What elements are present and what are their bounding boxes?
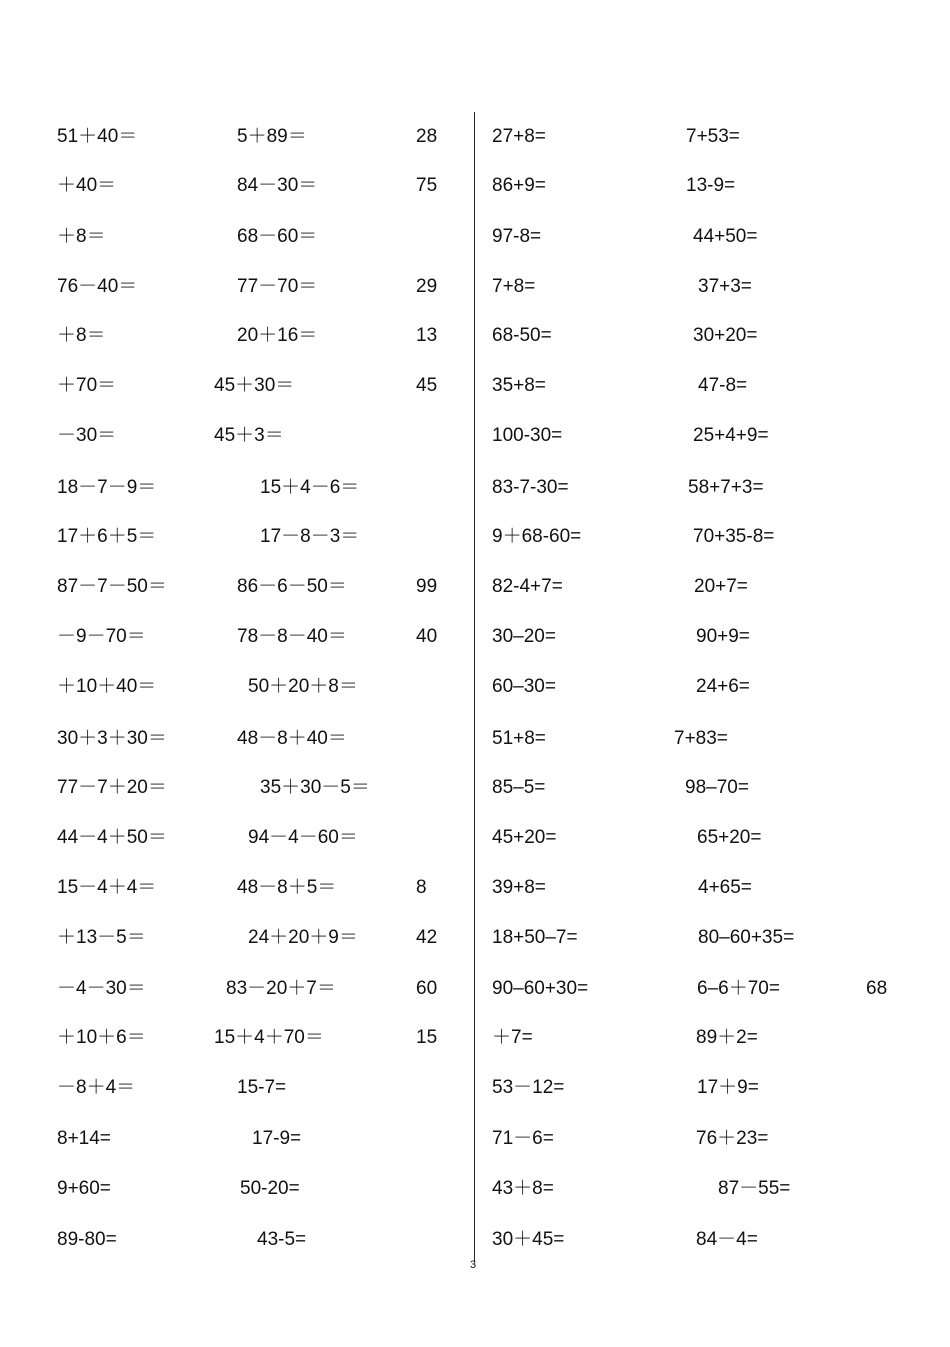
left-problem-1: 51＋40＝ — [57, 126, 138, 147]
problem-row — [0, 321, 950, 351]
problem-row — [0, 272, 950, 302]
left-problem-2: 84－30＝ — [237, 175, 318, 196]
left-problem-2: 48－8＋5＝ — [237, 877, 337, 898]
left-problem-1: －4－30＝ — [57, 978, 146, 999]
right-problem-2: 24+6= — [696, 676, 750, 697]
right-problem-1: 43＋8= — [492, 1178, 554, 1199]
left-problem-1: 8+14= — [57, 1128, 111, 1149]
problem-row — [0, 974, 950, 1004]
right-problem-2: 20+7= — [694, 576, 748, 597]
left-problem-2: 50＋20＋8＝ — [248, 676, 358, 697]
left-problem-2: 43-5= — [257, 1229, 307, 1250]
left-problem-2: 68－60＝ — [237, 226, 318, 247]
left-answer: 8 — [416, 877, 427, 898]
problem-row — [0, 572, 950, 602]
left-problem-1: 9+60= — [57, 1178, 111, 1199]
left-problem-2: 15＋4－6＝ — [260, 477, 360, 498]
left-answer: 29 — [416, 276, 438, 297]
right-problem-1: 7+8= — [492, 276, 536, 297]
problem-row — [0, 222, 950, 252]
left-problem-1: 18－7－9＝ — [57, 477, 157, 498]
left-problem-1: －8＋4＝ — [57, 1077, 136, 1098]
left-problem-1: ＋10＋6＝ — [57, 1027, 146, 1048]
right-problem-2: 7+53= — [686, 126, 740, 147]
left-problem-2: 86－6－50＝ — [237, 576, 347, 597]
left-answer: 45 — [416, 375, 438, 396]
left-problem-2: 20＋16＝ — [237, 325, 318, 346]
left-problem-2: 5＋89＝ — [237, 126, 307, 147]
right-problem-1: 51+8= — [492, 728, 546, 749]
left-problem-2: 45＋30＝ — [214, 375, 295, 396]
left-problem-1: －9－70＝ — [57, 626, 146, 647]
right-problem-2: 89＋2= — [696, 1027, 758, 1048]
right-problem-2: 6–6＋70= — [697, 978, 780, 999]
right-problem-2: 7+83= — [674, 728, 728, 749]
right-problem-1: 27+8= — [492, 126, 546, 147]
problem-row — [0, 1023, 950, 1053]
right-problem-1: 30＋45= — [492, 1229, 565, 1250]
right-problem-2: 37+3= — [698, 276, 752, 297]
problem-row — [0, 473, 950, 503]
left-problem-1: ＋10＋40＝ — [57, 676, 157, 697]
left-problem-2: 35＋30－5＝ — [260, 777, 370, 798]
problem-row — [0, 122, 950, 152]
right-problem-2: 17＋9= — [697, 1077, 759, 1098]
right-problem-2: 87－55= — [718, 1178, 791, 1199]
left-answer: 15 — [416, 1027, 438, 1048]
left-problem-2: 15-7= — [237, 1077, 287, 1098]
right-problem-2: 65+20= — [697, 827, 762, 848]
left-problem-1: 76－40＝ — [57, 276, 138, 297]
right-problem-2: 30+20= — [693, 325, 758, 346]
right-problem-1: 68-50= — [492, 325, 552, 346]
left-problem-1: ＋13－5＝ — [57, 927, 146, 948]
left-problem-1: ＋8＝ — [57, 226, 106, 247]
right-problem-1: 30–20= — [492, 626, 556, 647]
left-problem-1: 15－4＋4＝ — [57, 877, 157, 898]
right-problem-1: 90–60+30= — [492, 978, 589, 999]
left-problem-2: 24＋20＋9＝ — [248, 927, 358, 948]
left-problem-1: ＋70＝ — [57, 375, 117, 396]
right-problem-1: 18+50–7= — [492, 927, 578, 948]
right-problem-2: 98–70= — [685, 777, 749, 798]
right-problem-2: 80–60+35= — [698, 927, 795, 948]
right-problem-2: 84－4= — [696, 1229, 758, 1250]
left-answer: 75 — [416, 175, 438, 196]
left-problem-2: 17-9= — [252, 1128, 302, 1149]
problem-row — [0, 421, 950, 451]
problem-row — [0, 1174, 950, 1204]
left-problem-2: 83－20＋7＝ — [226, 978, 336, 999]
right-problem-1: 45+20= — [492, 827, 557, 848]
left-problem-2: 77－70＝ — [237, 276, 318, 297]
left-problem-2: 94－4－60＝ — [248, 827, 358, 848]
left-answer: 13 — [416, 325, 438, 346]
problem-row — [0, 923, 950, 953]
right-problem-2: 47-8= — [698, 375, 748, 396]
right-problem-1: 35+8= — [492, 375, 546, 396]
problem-row — [0, 622, 950, 652]
left-problem-1: ＋8＝ — [57, 325, 106, 346]
left-answer: 40 — [416, 626, 438, 647]
left-problem-2: 15＋4＋70＝ — [214, 1027, 324, 1048]
left-problem-1: 89-80= — [57, 1229, 117, 1250]
left-problem-2: 48－8＋40＝ — [237, 728, 347, 749]
problem-row — [0, 773, 950, 803]
right-problem-1: 82-4+7= — [492, 576, 563, 597]
left-problem-2: 78－8－40＝ — [237, 626, 347, 647]
page-number: 3 — [470, 1259, 477, 1271]
right-problem-1: ＋7= — [492, 1027, 533, 1048]
problem-row — [0, 873, 950, 903]
problem-row — [0, 1124, 950, 1154]
problem-row — [0, 1073, 950, 1103]
problem-row — [0, 823, 950, 853]
right-problem-1: 97-8= — [492, 226, 542, 247]
left-problem-1: －30＝ — [57, 425, 117, 446]
right-problem-1: 71－6= — [492, 1128, 554, 1149]
right-problem-2: 4+65= — [698, 877, 752, 898]
left-answer: 60 — [416, 978, 438, 999]
left-problem-1: ＋40＝ — [57, 175, 117, 196]
right-problem-2: 58+7+3= — [688, 477, 764, 498]
left-problem-1: 77－7＋20＝ — [57, 777, 167, 798]
problem-row — [0, 672, 950, 702]
left-answer: 99 — [416, 576, 438, 597]
right-problem-1: 83-7-30= — [492, 477, 569, 498]
problem-row — [0, 522, 950, 552]
problem-row — [0, 1225, 950, 1255]
right-problem-2: 76＋23= — [696, 1128, 769, 1149]
right-problem-1: 100-30= — [492, 425, 563, 446]
left-problem-2: 50-20= — [240, 1178, 300, 1199]
left-problem-1: 30＋3＋30＝ — [57, 728, 167, 749]
right-problem-1: 9＋68-60= — [492, 526, 582, 547]
left-problem-1: 87－7－50＝ — [57, 576, 167, 597]
left-answer: 28 — [416, 126, 438, 147]
right-problem-1: 53－12= — [492, 1077, 565, 1098]
right-problem-1: 60–30= — [492, 676, 556, 697]
right-problem-1: 39+8= — [492, 877, 546, 898]
right-problem-2: 25+4+9= — [693, 425, 769, 446]
left-answer: 42 — [416, 927, 438, 948]
left-problem-2: 45＋3＝ — [214, 425, 284, 446]
problem-row — [0, 724, 950, 754]
right-problem-1: 85–5= — [492, 777, 546, 798]
right-problem-2: 90+9= — [696, 626, 750, 647]
left-problem-2: 17－8－3＝ — [260, 526, 360, 547]
right-problem-2: 44+50= — [693, 226, 758, 247]
right-problem-2: 70+35-8= — [693, 526, 775, 547]
left-problem-1: 17＋6＋5＝ — [57, 526, 157, 547]
left-problem-1: 44－4＋50＝ — [57, 827, 167, 848]
problem-row — [0, 171, 950, 201]
right-problem-2: 13-9= — [686, 175, 736, 196]
problem-row — [0, 371, 950, 401]
right-problem-1: 86+9= — [492, 175, 546, 196]
right-answer: 68 — [866, 978, 888, 999]
